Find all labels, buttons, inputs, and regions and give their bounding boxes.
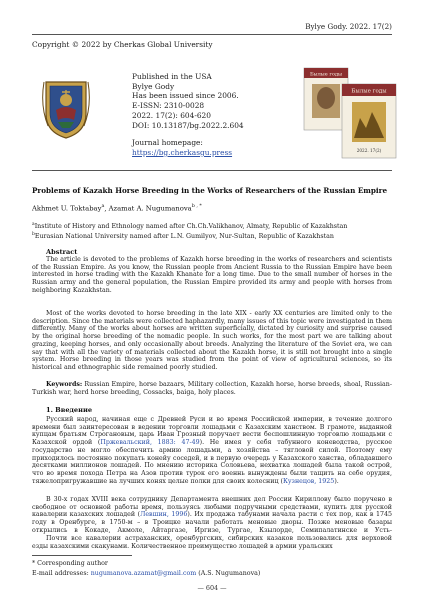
abstract-paragraph-2: Most of the works devoted to horse breeding in the late XIX - early XX centuries are limited only to the description. Since the materials were collected haphazardly, many issues of this topic were investigated in them differently. Many of the works about horses are written superficially, dictated by curiosity and surprise caused by the original horse breeding of the nomadic people. In such works, for the most part we are talking about grazing, keeping horses, and only occasionally about breeds. Analyzing the literature of the Soviet era, we can say that with all the variety of materials collected about the Kazakh horse, it is still not brought into a single system. Horse breeding in those years was studied from the point of view of agricultural sciences, so its historical and ethnographic side remained poorly studied. — [32, 310, 392, 371]
affiliation-b — [32, 232, 392, 240]
email-link[interactable]: nugumanova.azamat@gmail.com — [90, 570, 197, 577]
affiliation-a-text: Institute of History and Ethnology named after Ch.Ch.Valikhanov, Almaty, Republic of Kazakhstan — [34, 223, 348, 231]
affiliation-b-text: Eurasian National University named after L.N. Gumilyov, Nur-Sultan, Republic of Kazakhstan — [34, 233, 334, 241]
introduction-paragraph-3: Почти все кавалерии астраханских, оренбургских, сибирских казаков пользовались для верховой езды казахскими скакунами. Количественное преимущество лошадей в армии уральских — [32, 535, 392, 550]
issued-since: Has been issued since 2006. — [132, 91, 239, 101]
journal-name: Bylye Gody — [132, 81, 175, 91]
issue-pages: 2022. 17(2): 604-620 — [132, 110, 211, 120]
keywords-list: Russian Empire, horse bazaars, Military collection, Kazakh horse, horse breeds, shoal, Russian-Turkish war, herd horse breeding, Cossacks, baiga, holy places. — [32, 381, 392, 396]
email-owner: (A.S. Nugumanova) — [196, 570, 261, 577]
cover-left-title: Былые годы — [309, 71, 343, 78]
author-2-affil-mark: b , * — [191, 204, 202, 209]
keywords-label: Keywords: — [46, 381, 83, 388]
introduction-paragraph-2: В 30-х годах XVIII века сотруднику Департамента внешних дел России Кириллову было поручено в свободное от основной работы время, пользуясь любыми подручными средствами, купить для русской кавалерии казахских лошадей (Левшин, 1996). Их продажа табунами начала расти с тех пор, как в 1745 году в Оренбурге, в 1750-м – в Троицке начали работать меновые дворы. Позже меновые базары открылись в Кокаде, Акмоле, Айтаргазе, Иргизе, Тургае, Кзылорде, Семипалатинске и Усть- — [32, 496, 392, 534]
cover-right-title: Былые годы — [351, 88, 387, 95]
journal-covers-image — [302, 62, 398, 162]
introduction-heading: 1. Введение — [46, 406, 93, 414]
copyright-text: Copyright © 2022 by Cherkas Global University — [32, 40, 213, 49]
abstract-paragraph-1: The article is devoted to the problems of Kazakh horse breeding in the works of researchers and scientists of the Russian Empire. As you know, the Russian people from Ancient Russia to the Russian Empire have been interested in horse trading with the Kazakh Khanate for a long time. Due to the small number of horses in the Russian army and the general population, the Russian Empire provided its army and people with horses from neighboring Kazakhstan. — [32, 256, 392, 294]
copyright-line — [32, 40, 392, 54]
author-2: , Azamat A. Nugumanova — [104, 204, 192, 213]
corresponding-author-note: * Corresponding author — [32, 560, 108, 567]
introduction-paragraph-1: Русский народ, начиная еще с Древней Руси и во время Российской империи, в течение долгого времени был заинтересован в ведении торговли лошадьми с Казахским ханством. В грамоте, выданной купцам братьям Строгановым, царь Иван Грозный поручает вести беспошлинную торговлю лошадьми с Казахской ордой (Пржевальский, 1883: 47-49). Не имея у себя табунного коневодства, русское государство не могло обеспечить армию лошадьми, а хозяйства – тягловой силой. Поэтому ему приходилось постоянно покупать конейу соседей, и в первую очередь у Казахского ханства, обладавшего десятками миллионов лошадей. По мнению историка Соловьева, нехватка лошадей была такой острой, что во время похода Петра на Азов против турок его военнь вынуждены были тащить на себе орудия, тяжелопригружавшие на лучших конях целые полки для своих колесниц (Кузнецов, 1925). — [32, 416, 392, 485]
citation-link[interactable]: Кузнецов, 1925 — [282, 477, 335, 485]
author-1: Akhmet U. Toktabay — [32, 204, 102, 213]
publication-info — [132, 72, 292, 158]
running-head: Bylye Gody. 2022. 17(2) — [305, 22, 392, 31]
homepage-label: Journal homepage: — [132, 138, 203, 148]
email-label: E-mail addresses: — [32, 570, 91, 577]
citation-link[interactable]: Левшин, 1996 — [140, 511, 188, 519]
published-in: Published in the USA — [132, 72, 212, 81]
doi: DOI: 10.13187/bg.2022.2.604 — [132, 120, 244, 130]
emblem-icon — [40, 76, 92, 142]
affiliation-a-mark: a — [32, 222, 35, 227]
affiliation-b-mark: b — [32, 232, 35, 237]
header-bottom-rule — [32, 170, 392, 171]
author-1-affil-mark: a — [101, 204, 105, 209]
email-note — [32, 570, 392, 577]
citation-link[interactable]: Пржевальский, 1883: 47-49 — [100, 439, 200, 447]
header-rule — [32, 34, 392, 35]
affiliation-a — [32, 222, 392, 230]
cover-right-year: 2022. 17(2) — [356, 148, 382, 153]
footnote-rule — [32, 555, 132, 556]
keywords — [32, 381, 392, 398]
authors — [32, 204, 392, 212]
homepage-link[interactable]: https://bg.cherkasgu.press — [132, 147, 233, 157]
page-number: — 604 — — [197, 584, 227, 592]
article-title: Problems of Kazakh Horse Breeding in the Works of Researchers of the Russian Empire — [32, 186, 388, 195]
abstract-heading: Abstract — [46, 248, 78, 256]
eissn: E-ISSN: 2310-0028 — [132, 101, 205, 111]
